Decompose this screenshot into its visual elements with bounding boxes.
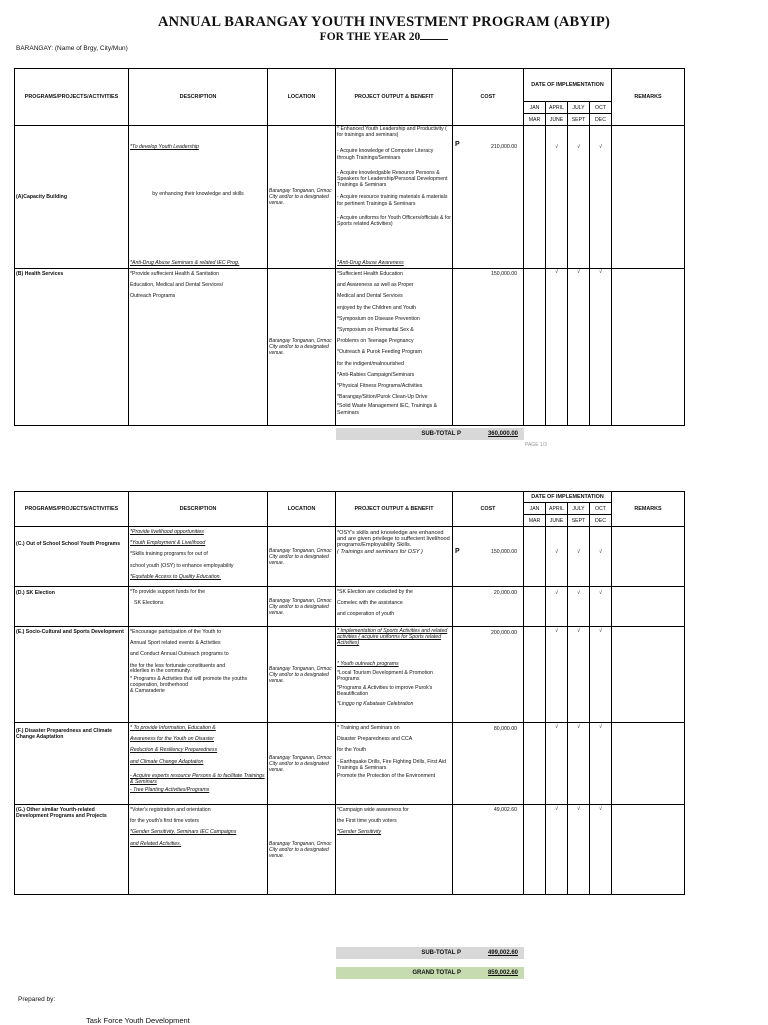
task-force-label: Task Force Youth Development — [86, 1016, 190, 1025]
q3-start: JULY — [568, 102, 590, 114]
q2-end: JUNE — [546, 515, 568, 527]
q4-end: DEC — [590, 114, 612, 126]
location-cell: Barangay Tonganan, Ormoc City and/or to a designated venue. — [268, 587, 336, 627]
col-remarks: REMARKS — [612, 492, 685, 527]
location-cell: Barangay Tonganan, Ormoc City and/or to a designated venue. — [268, 805, 336, 895]
q3-start: JULY — [568, 503, 590, 515]
peso-sign: P — [455, 141, 460, 148]
prepared-by-label: Prepared by: — [18, 996, 56, 1003]
tick-q4: √ — [590, 126, 612, 269]
q1-end: MAR — [524, 114, 546, 126]
remarks-cell — [612, 723, 685, 805]
program-socio-cultural: (E.) Socio-Cultural and Sports Development — [15, 627, 129, 723]
description-cell: *Encourage participation of the Youth to Annual Sport related events & Activities and Conduct Annual Outreach programs to the for the less fortunate constituents and elderlies in the community. * Programs & Activities that will promote the youths cooperation, brotherhood & Camaraderie — [129, 627, 268, 723]
remarks-cell — [612, 126, 685, 269]
barangay-label: BARANGAY: (Name of Brgy, City/Mun) — [16, 45, 128, 52]
year-label: FOR THE YEAR 20 — [319, 31, 421, 43]
description-cell: *Voter's registration and orientation for the youth's first time voters *Gender Sensitivity, Seminars IEC Campaigns and Related Activities. — [129, 805, 268, 895]
cost-cell: 200,000.00 — [453, 627, 524, 723]
tick-q3: √ — [568, 527, 590, 587]
col-programs: PROGRAMS/PROJECTS/ACTIVITIES — [15, 69, 129, 126]
q4-end: DEC — [590, 515, 612, 527]
tick-q3: √ — [568, 587, 590, 627]
location-cell: Barangay Tonganan, Ormoc City and/or to a designated venue. — [268, 723, 336, 805]
subtotal-2-bar — [336, 947, 524, 959]
q1-start: JAN — [524, 102, 546, 114]
cost-cell: 80,000.00 — [453, 723, 524, 805]
description-cell: *To provide support funds for the SK Elections — [129, 587, 268, 627]
table-row — [15, 805, 685, 895]
program-disaster-preparedness: (F.) Disaster Preparedness and Climate Change Adaptation — [15, 723, 129, 805]
location-cell: Barangay Tonganan, Ormoc City and/or to a designated venue. — [268, 627, 336, 723]
tick-q4: √ — [590, 627, 612, 723]
table-row — [15, 527, 685, 587]
description-cell: *Provide suffecient Health & Sanitation Education, Medical and Dental Services/ Outreach Programs — [129, 269, 268, 426]
table-row — [15, 269, 685, 426]
tick-q2: √ — [546, 723, 568, 805]
tick-q2: √ — [546, 805, 568, 895]
remarks-cell — [612, 805, 685, 895]
tick-q1 — [524, 805, 546, 895]
description-cell: *Provide livelihood opportunities *Youth Employment & Livelihood *Skills training programs for out of school youth (OSY) to enhance employability *Equitable Access to Quality Education. — [129, 527, 268, 587]
tick-q2: √ — [546, 627, 568, 723]
cost-cell: 150,000.00 — [453, 527, 524, 587]
q1-end: MAR — [524, 515, 546, 527]
q2-start: APRIL — [546, 102, 568, 114]
tick-q4: √ — [590, 723, 612, 805]
output-cell: * Training and Seminars on Disaster Preparedness and CCA for the Youth - Earthquake Drills, Fire Fighting Drills, First Aid Trainings & Seminars Promote the Protection of the Environment — [336, 723, 453, 805]
tick-q3: √ — [568, 126, 590, 269]
program-sk-election: (D.) SK Election — [15, 587, 129, 627]
output-cell: *OSY's skills and knowledge are enhanced and are given privilege to suffecient livelihood programs/Employability Skills. ( Trainings and seminars for OSY ) — [336, 527, 453, 587]
col-date: DATE OF IMPLEMENTATION — [524, 492, 612, 503]
subtotal-1-label: SUB-TOTAL P — [421, 431, 461, 437]
description-cell: *To develop Youth Leadership by enhancing their knowledge and skills *Anti-Drug Abuse Seminars & related IEC Prog. — [129, 126, 268, 269]
tick-q1 — [524, 627, 546, 723]
tick-q1 — [524, 527, 546, 587]
tick-q3: √ — [568, 805, 590, 895]
col-programs: PROGRAMS/PROJECTS/ACTIVITIES — [15, 492, 129, 527]
col-cost: COST — [453, 69, 524, 126]
output-cell: *Campaign wide awareness for the First time youth voters *Gender Sensitivity — [336, 805, 453, 895]
document-subtitle — [0, 30, 768, 43]
cost-cell: 20,000.00 — [453, 587, 524, 627]
tick-q4: √ — [590, 269, 612, 426]
tick-q3: √ — [568, 723, 590, 805]
program-health-services: (B) Health Services — [15, 269, 129, 426]
cost-cell: 49,002.60 — [453, 805, 524, 895]
table-row — [15, 723, 685, 805]
table-row — [15, 126, 685, 269]
grand-total-label: GRAND TOTAL P — [412, 970, 461, 976]
tick-q1 — [524, 587, 546, 627]
year-blank — [420, 30, 448, 40]
tick-q4: √ — [590, 527, 612, 587]
peso-sign: P — [455, 548, 460, 555]
tick-q1 — [524, 723, 546, 805]
output-cell: *SK Election are coducted by the Comelec with the assistance and cooperation of youth — [336, 587, 453, 627]
tick-q2: √ — [546, 269, 568, 426]
program-osy: (C.) Out of School School Youth Programs — [15, 527, 129, 587]
grand-total-bar — [336, 967, 524, 979]
col-description: DESCRIPTION — [129, 69, 268, 126]
table-row — [15, 587, 685, 627]
output-cell: * Enhanced Youth Leadership and Productivity ( for trainings and seminars) - Acquire knowledge of Computer Literacy through Trainings/Seminars - Acquire knowledgable Resource Persons & Speakers for Leadership/Personal Development Trainings & Seminars - Acquire resource training materials & materials for pertinent Trainings & Seminars - Acquire uniforms for Youth Officers/officials & for Sports related Activities) *Anti-Drug Abuse Awareness — [336, 126, 453, 269]
col-date: DATE OF IMPLEMENTATION — [524, 69, 612, 102]
q2-end: JUNE — [546, 114, 568, 126]
investment-table-1 — [14, 68, 685, 426]
q1-start: JAN — [524, 503, 546, 515]
col-location: LOCATION — [268, 492, 336, 527]
program-other-youth: (G.) Other similar Yourth-related Development Programs and Projects — [15, 805, 129, 895]
subtotal-1-bar — [336, 428, 524, 440]
subtotal-2-label: SUB-TOTAL P — [421, 950, 461, 956]
location-cell: Barangay Tonganan, Ormoc City and/or to a designated venue. — [268, 269, 336, 426]
remarks-cell — [612, 587, 685, 627]
document-title: ANNUAL BARANGAY YOUTH INVESTMENT PROGRAM (ABYIP) — [157, 14, 610, 30]
table-row — [15, 627, 685, 723]
tick-q1 — [524, 269, 546, 426]
tick-q3: √ — [568, 269, 590, 426]
output-cell: * Implementation of Sports Activities and related activities ( acquire uniforms for Sports related Activities) * Youth outreach programs *Local Tourism Development & Promotion Programs *Programs & Activities to improve Purok's Beautification *Linggo ng Kabataan Celebration — [336, 627, 453, 723]
col-remarks: REMARKS — [612, 69, 685, 126]
tick-q4: √ — [590, 587, 612, 627]
col-cost: COST — [453, 492, 524, 527]
program-capacity-building: (A)Capacity Building — [15, 126, 129, 269]
page-number: PAGE 1/3 — [525, 442, 547, 448]
tick-q2: √ — [546, 587, 568, 627]
q4-start: OCT — [590, 102, 612, 114]
remarks-cell — [612, 627, 685, 723]
grand-total-value: 859,002.60 — [487, 970, 518, 976]
remarks-cell — [612, 527, 685, 587]
col-output: PROJECT OUTPUT & BENEFIT — [336, 69, 453, 126]
location-cell: Barangay Tonganan, Ormoc City and/or to a designated venue. — [268, 126, 336, 269]
subtotal-2-value: 499,002.60 — [487, 950, 518, 956]
output-cell: *Suffecient Health Education and Awareness as well as Proper Medical and Dental Services enjoyed by the Children and Youth *Symposium on Disease Prevention *Symposium on Premarital Sex & Problems on Teenage Pregnancy *Outreach & Purok Feeding Program for the indigent/malnourished *Anti-Rabies Campaign/Seminars *Physical Fitness Programs/Activities *Barangay/Sition/Purok Clean-Up Drive *Solid Waste Management IEC, Trainings & Seminars — [336, 269, 453, 426]
q3-end: SEPT — [568, 515, 590, 527]
cost-cell: 210,000.00 — [453, 126, 524, 269]
investment-table-2 — [14, 491, 685, 895]
q2-start: APRIL — [546, 503, 568, 515]
description-cell: * To provide Information, Education & Awareness for the Youth on Disaster Reduction & Resiliency Preparedness and Climate Change Adaptation - Acquire experts resource Persons & to facilitate Trainings & Seminars - Tree Planting Activities/Programs — [129, 723, 268, 805]
tick-q2: √ — [546, 126, 568, 269]
tick-q3: √ — [568, 627, 590, 723]
col-output: PROJECT OUTPUT & BENEFIT — [336, 492, 453, 527]
cost-cell: 150,000.00 — [453, 269, 524, 426]
tick-q4: √ — [590, 805, 612, 895]
location-cell: Barangay Tonganan, Ormoc City and/or to a designated venue. — [268, 527, 336, 587]
tick-q2: √ — [546, 527, 568, 587]
col-description: DESCRIPTION — [129, 492, 268, 527]
q4-start: OCT — [590, 503, 612, 515]
col-location: LOCATION — [268, 69, 336, 126]
remarks-cell — [612, 269, 685, 426]
subtotal-1-value: 360,000.00 — [487, 431, 518, 437]
tick-q1 — [524, 126, 546, 269]
q3-end: SEPT — [568, 114, 590, 126]
